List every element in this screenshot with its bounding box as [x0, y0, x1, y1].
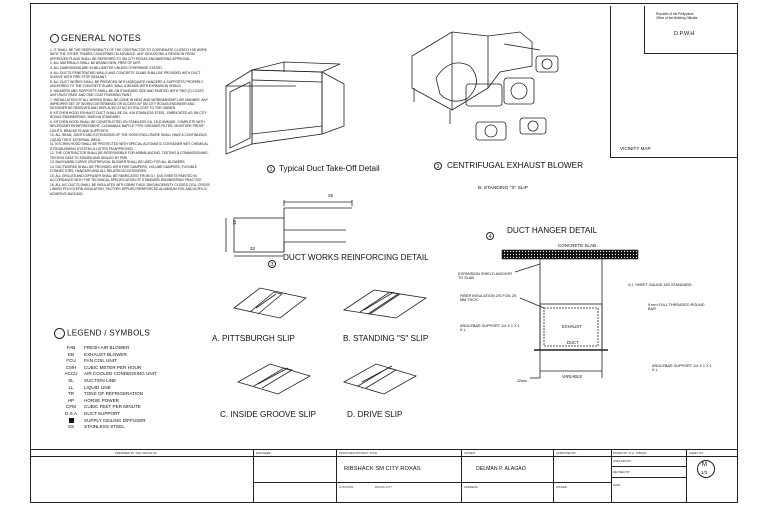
standing-s-slip-note: B. STANDING "S" SLIP: [478, 186, 528, 191]
duct-hanger-drawing: [500, 250, 640, 385]
legend-code: SS: [67, 424, 75, 430]
tb-address: ADDRESS:: [464, 485, 479, 489]
legend-list: [58, 345, 208, 435]
legend-row: [58, 371, 157, 376]
legend-desc: TONS OF REFRIGERATION: [84, 391, 144, 397]
note-item: 12. THE CONTRACTOR SHALL BE RESPONSIBLE FOR AIRBALANCING, TESTING & COMMISSIONING, TESTING DATA TO SIGNED AND SEALED BY PME.: [50, 151, 209, 160]
detail-1-number: 1: [267, 165, 275, 173]
detail-4-caption: DUCT HANGER DETAIL: [507, 226, 598, 235]
dim-32mm-label: 32mm: [517, 379, 527, 383]
tb-hline-2: [253, 482, 611, 483]
tb-project-title: RIBSHACK SM CITY ROXAS: [344, 466, 421, 472]
legend-row: [58, 411, 120, 416]
tb-proposed-project: PROPOSED PROJECT TITLE:: [339, 451, 378, 455]
legend-desc: SUCTION LINE: [84, 378, 117, 383]
republic-text: Republic of the Philippines: [656, 12, 694, 16]
tb-divider-3: [461, 449, 462, 503]
legend-circle-icon: [54, 328, 65, 339]
legend-desc: CUBIC METER PER HOUR: [84, 364, 142, 370]
tb-checked-by: CHECKED BY:: [613, 459, 632, 463]
legend-row: [58, 391, 143, 396]
dpwh-text: D.P.W.H: [674, 31, 695, 37]
tb-divider-6: [686, 449, 687, 503]
detail-4-number: 4: [486, 232, 494, 240]
title-block: [30, 449, 738, 503]
note-item: 15. ALL GRILLES AND DIFFUSER SHALL BE FABRICATED FROM G.I. (0.8) SHEETS PAINTED IN ACCORDANCE WITH THE TECHNICAL SPECIFICATION OF STANDARD ENGINEERING PRACTICE.: [50, 174, 203, 183]
note-item: 4. ALL DUCTS PENETRATING WALLS AND CONCRETE SLABS SHALL BE PROVIDED WITH DUCT SLEEVE WITH FIRE STOP SEALANT.: [50, 70, 201, 80]
note-item: 11. KITCHEN HOOD SHALL BE PROTECTED WITH SPECIAL AUTOMATIC CONTAINER WET CHEMICAL EXTINGUISHING SYSTEM UL LISTED FM APPROVED.: [50, 142, 209, 151]
tb-approved-by: APPROVED BY:: [556, 451, 577, 455]
legend-desc: LIQUID LINE: [84, 384, 111, 390]
tb-location-val: ROXAS CITY: [375, 485, 392, 489]
slip-b-caption: B. STANDING "S" SLIP: [343, 334, 429, 343]
note-item: 16. ALL A/C DUCTS SHALL BE INSULATED WITH 25MM THICK 28KG/M DENSITY CLOSED CELL CROSS LINKED POLYOLEFIN INSULATION, FACTORY APPLIED REINFORCED ALUMINUM FOIL AND ACRYLIC ADHESIVE BACKING.: [50, 183, 210, 196]
dim-32: 32: [250, 246, 256, 251]
legend-desc: FAN COIL UNIT: [84, 358, 117, 364]
general-notes-list: [50, 48, 210, 196]
legend-code: FAB: [66, 345, 76, 350]
detail-2-number: 2: [434, 162, 442, 170]
legend-row: [58, 365, 141, 370]
inside-groove-slip-drawing: [234, 360, 314, 400]
legend-code: SL: [68, 378, 74, 383]
legend-desc: DUCT SUPPORT: [84, 411, 121, 416]
legend-code: D.S.A: [65, 411, 77, 416]
legend-code: TR: [67, 391, 75, 397]
expansion-shield-label: EXPANSION SHIELD ANCHOR TO SLAB: [458, 272, 512, 280]
legend-code: FCU: [66, 358, 76, 364]
sheet-number: 1/3: [701, 470, 708, 475]
tb-drawn-by: DRAWN BY: R.A. TABARA: [613, 451, 647, 455]
general-notes-panel: [50, 33, 210, 196]
sheet-mark: M: [702, 462, 707, 468]
centrifugal-blower-drawing: [392, 26, 562, 158]
legend-row: [58, 398, 119, 403]
tb-hline-3: [611, 466, 687, 467]
tb-sheet-no: SHEET NO.:: [689, 451, 705, 455]
dim-12: 12: [232, 219, 238, 226]
note-item: 1. IT SHALL BE THE RESPONSIBILITY OF THE CONTRACTOR TO COORDINATE CLOSELY HIS WORK WITH THE OTHER TRADES CONCERNED IN ADVANCE. ANY DEVIATIONS & REVISION FROM APPROVED PLANS SHALL BE REFERRED TO SM CITY ROXAS ENGINEERING APPROVAL.: [50, 48, 208, 61]
tb-divider-2: [336, 449, 337, 503]
detail-1-caption: Typical Duct Take-Off Detail: [279, 164, 380, 173]
legend-row: [58, 352, 127, 357]
legend-row: [58, 385, 111, 390]
legend-row: [58, 378, 116, 383]
legend-desc: AIR COOLED CONDENSING UNIT: [84, 371, 157, 377]
tb-prepared-by: PREPARED BY THE OFFICE OF:: [115, 451, 158, 455]
note-item: 5. ALL DUCT WORKS SHALL BE PROVIDED WITH ADEQUATE HANGERS & SUPPORTS PROPERLY ANCHORED TO THE CONCRETE SLABS, WALL & BEAMS WITH EXPANSION SHIELD.: [50, 79, 204, 89]
legend-desc: SUPPLY CEILING DIFFUSER: [84, 417, 146, 423]
tb-owner-label: OWNER:: [464, 451, 476, 455]
legend-row: [58, 358, 117, 363]
drive-slip-drawing: [340, 360, 420, 400]
dim-25: 25: [328, 193, 334, 198]
legend-row: [58, 345, 129, 350]
gi-sheet-label: G.I. SHEET GAUGE #20 STANDARD: [628, 283, 692, 287]
detail-2-caption: CENTRIFUGAL EXHAUST BLOWER: [447, 161, 584, 170]
legend-row: [58, 424, 125, 429]
legend-title: LEGEND / SYMBOLS: [54, 328, 150, 339]
note-item: 8. KITCHEN HOOD EXHAUST DUCT SHALL BE GA. #16 STAINLESS STEEL, FABRICATED AS SM CITY ROXAS ENGINEERING / BIMCHA STANDARD.: [50, 111, 207, 120]
fiber-insulation-label: FIBER INSULATION 2/S FOIL 25 MM THCK.: [460, 294, 517, 302]
angle-support-right-label: ANGLEBAR SUPPORT 1/4 X 1 X 1 X L: [652, 364, 712, 372]
note-item: 7. INSTALLATION OF ALL WORKS SHALL BE DONE IN NEAT AND WORKMANSHIP LIKE MANNER. ANY IMPROPER SET OF WORKS DETERMINED OR ACCESS BY SM CITY ROXAS ENGINEER AND DESIGNER BE REMOVED AND REPLACED AT NO EXTRA COST TO THE OWNER.: [50, 97, 209, 111]
tb-owner2: OWNER:: [556, 485, 568, 489]
concrete-slab-label: CONCRETE SLAB: [558, 243, 597, 248]
legend-row: [58, 404, 141, 409]
note-item: 9. KITCHEN HOOD SHALL BE CONSTRUCTED ON STAINLESS GA. 18 (0.5MM)GE. COMPLETE WITH NECESSARY REINFORCEMENT, CLEANABLE BAFFLE TYPE GREASES FILTER, MOISTURE PROOF LIGHTS, BRACKETS AND SUPPORTS.: [50, 120, 205, 133]
legend-code: ACCU: [64, 371, 78, 377]
legend-desc: STAINLESS STEEL: [84, 424, 125, 430]
angle-support-left-label: ANGLEBAR SUPPORT 1/4 X 1 X 1 X L: [460, 324, 520, 332]
tb-divider-4: [553, 449, 554, 503]
tb-engineer: ENGINEER:: [256, 451, 272, 455]
legend-desc: HORSE POWER: [84, 397, 119, 403]
notes-circle-icon: [50, 34, 59, 43]
variable-label: VARIABLE: [562, 374, 583, 379]
legend-row: [58, 418, 146, 423]
tb-divider-1: [253, 449, 254, 503]
legend-code: LL: [68, 384, 74, 390]
slip-a-caption: A. PITTSBURGH SLIP: [212, 334, 295, 343]
tb-date: DATE:: [613, 483, 622, 487]
note-item: 6. HANGERS AND SUPPORTS SHALL BE ON STANDARD SIZE AND PAINTED WITH TWO (2) COATS ANTI-RUST PAINT AND ONE COAT FINISHING PAINT.: [50, 88, 204, 98]
tb-revised-by: REVISED BY:: [613, 470, 631, 474]
vicinity-map-label: VICINITY MAP: [620, 146, 651, 151]
note-item: 10. ALL SEAM, JOINTS AND EXTENSIONS OF THE HOOD ENCLOSURE SHALL HAVE A CONTINUOUS LIQUID TIGHT EXTERNAL WELD.: [50, 133, 207, 142]
tb-location: LOCATION:: [339, 485, 354, 489]
note-item: 3. ALL DIMENSIONS ARE IN MILLIMETER UNLESS OTHERWISE STATED.: [50, 66, 163, 71]
tb-owner-name: DELMAN P. ALAGAO: [476, 466, 526, 472]
diffuser-symbol-icon: [69, 418, 74, 423]
legend-desc: EXHAUST BLOWER: [84, 351, 127, 357]
standing-s-slip-drawing: [340, 284, 430, 324]
tb-divider-5: [611, 449, 612, 503]
pittsburgh-slip-drawing: [230, 284, 310, 324]
detail-3-caption: DUCT WORKS REINFORCING DETAIL: [283, 253, 429, 262]
general-notes-title: GENERAL NOTES: [50, 33, 210, 43]
note-item: 2. ALL MATERIALS SHALL BE BRAND NEW, FREE OF DIRT.: [50, 61, 142, 66]
legend-code: [58, 418, 84, 423]
slip-d-caption: D. DRIVE SLIP: [347, 410, 403, 419]
note-item: 14. DUCTWORKS SHALL BE PROVIDED WITH FIRE DAMPERS, VOLUME DAMPERS, FLEXIBLE CONNECTORS, HANGERS AND ALL RELATED ACCESSORIES.: [50, 165, 197, 174]
legend-code: CFM: [66, 404, 76, 410]
office-text: Office of the Building Officials: [656, 16, 698, 20]
legend-desc: CUBIC FEET PER MINUTE: [84, 404, 141, 410]
duct-reinforcing-drawing: [222, 200, 362, 260]
round-bar-label: 9 mm FULL THREADED ROUND BAR: [648, 303, 705, 311]
tb-hline-4: [611, 477, 687, 478]
duct-takeoff-drawing: [222, 52, 352, 157]
legend-code: EB: [67, 351, 75, 357]
detail-3-number: 3: [268, 260, 276, 268]
legend-code: HP: [67, 397, 75, 403]
exhaust-label: EXHAUST: [562, 324, 582, 329]
note-item: 13. BACKWARD CURVE CENTRIFUGAL BLOWER SHALL BE USED FOR ALL BLOWERS.: [50, 160, 186, 165]
duct-label: DUCT: [567, 340, 579, 345]
legend-code: CMH: [65, 364, 77, 370]
legend-desc: FRESH AIR BLOWER: [84, 345, 130, 350]
tb-hline-1: [30, 456, 738, 457]
slip-c-caption: C. INSIDE GROOVE SLIP: [220, 410, 316, 419]
